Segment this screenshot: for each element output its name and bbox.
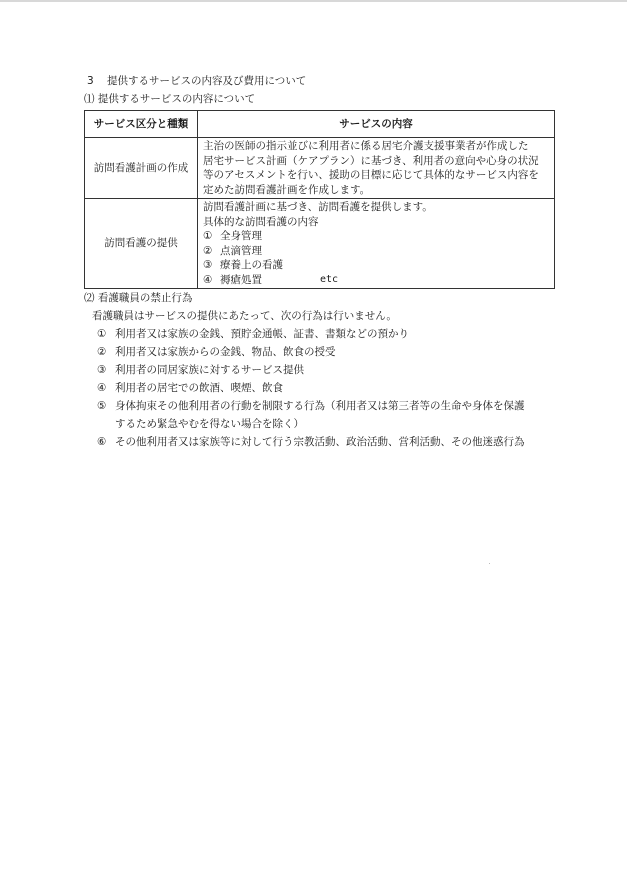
item-marker: ② bbox=[203, 244, 213, 257]
scan-speck bbox=[489, 563, 490, 564]
list-item bbox=[84, 435, 554, 453]
prohibited-acts-section bbox=[84, 291, 554, 453]
service-table bbox=[84, 110, 555, 289]
list-item bbox=[203, 229, 549, 244]
item-marker: ④ bbox=[203, 273, 213, 286]
item-marker: ⑤ bbox=[97, 400, 107, 412]
table-row bbox=[85, 199, 555, 289]
item-marker: ③ bbox=[203, 259, 213, 271]
list-item bbox=[203, 273, 549, 288]
header-service-content: サービスの内容 bbox=[198, 111, 555, 138]
item-text: 利用者又は家族の金銭、預貯金通帳、証書、書類などの預かり bbox=[115, 328, 409, 340]
list-item bbox=[84, 363, 554, 381]
item-marker: ③ bbox=[97, 364, 107, 376]
item-marker: ② bbox=[97, 346, 107, 358]
item-text: その他利用者又は家族等に対して行う宗教活動、政治活動、営利活動、その他迷惑行為 bbox=[115, 436, 525, 448]
list-item bbox=[84, 381, 554, 399]
prohibited-intro: 看護職員はサービスの提供にあたって、次の行為は行いません。 bbox=[92, 310, 397, 322]
item-text-multiline bbox=[115, 399, 525, 435]
content-visit-nursing bbox=[198, 199, 555, 289]
item-text: 利用者又は家族からの金銭、物品、飲食の授受 bbox=[115, 346, 336, 358]
list-item bbox=[84, 345, 554, 363]
section-number: 3 bbox=[87, 75, 94, 87]
item-text: 利用者の居宅での飲酒、喫煙、飲食 bbox=[115, 382, 283, 394]
service-table-header-row bbox=[85, 111, 555, 138]
content-line: 定めた訪問看護計画を作成します。 bbox=[203, 183, 371, 196]
list-item bbox=[84, 399, 554, 435]
header-service-category: サービス区分と種類 bbox=[85, 111, 198, 138]
document-page bbox=[84, 74, 554, 453]
item-text: 点滴管理 bbox=[220, 244, 262, 257]
content-line: 訪問看護計画に基づき、訪問看護を提供します。 bbox=[203, 201, 433, 213]
subsection-title-prohibited: ⑵ 看護職員の禁止行為 bbox=[84, 292, 193, 304]
table-row bbox=[85, 138, 555, 199]
category-visit-nursing: 訪問看護の提供 bbox=[85, 199, 198, 289]
content-line: 等のアセスメントを行い、援助の目標に応じて具体的なサービス内容を bbox=[203, 169, 539, 181]
content-line: 具体的な訪問看護の内容 bbox=[203, 215, 319, 228]
list-item bbox=[203, 258, 549, 273]
item-text: 療養上の看護 bbox=[220, 259, 283, 271]
content-line: 主治の医師の指示並びに利用者に係る居宅介護支援事業者が作成した bbox=[203, 140, 529, 152]
list-item bbox=[84, 327, 554, 345]
item-marker: ① bbox=[97, 328, 107, 340]
section-title: 提供するサービスの内容及び費用について bbox=[107, 75, 307, 87]
category-care-plan: 訪問看護計画の作成 bbox=[85, 138, 198, 199]
content-line: 居宅サービス計画（ケアプラン）に基づき、利用者の意向や心身の状況 bbox=[203, 154, 539, 167]
item-text: 利用者の同居家族に対するサービス提供 bbox=[115, 364, 304, 376]
subsection-title-services: ⑴ 提供するサービスの内容について bbox=[84, 93, 256, 105]
item-marker: ④ bbox=[97, 382, 107, 394]
section-heading bbox=[84, 74, 554, 90]
item-text: 全身管理 bbox=[220, 230, 262, 242]
item-text-continued: するため緊急やむを得ない場合を除く） bbox=[115, 418, 304, 430]
item-text: 褥瘡処置 bbox=[220, 273, 262, 286]
etc-label: etc bbox=[320, 273, 339, 285]
item-text: 身体拘束その他利用者の行動を制限する行為（利用者又は第三者等の生命や身体を保護 bbox=[115, 400, 525, 412]
page-top-edge bbox=[0, 0, 627, 2]
item-marker: ① bbox=[203, 230, 213, 242]
content-care-plan bbox=[198, 138, 555, 199]
item-marker: ⑥ bbox=[97, 436, 107, 448]
list-item bbox=[203, 244, 549, 259]
